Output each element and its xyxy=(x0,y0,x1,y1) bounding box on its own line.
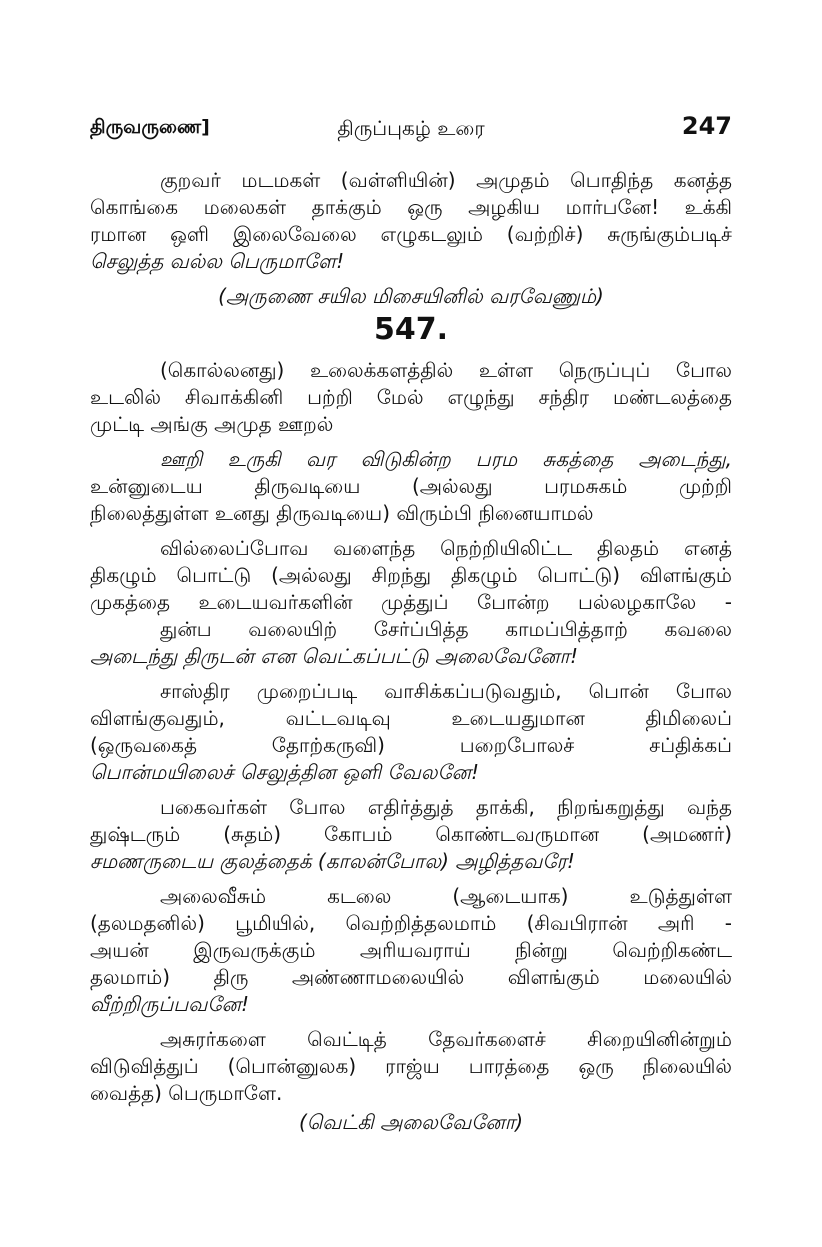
text-line: வீற்றிருப்பவனே! xyxy=(90,992,250,1016)
text-line: (ஒருவகைத் தோற்கருவி) பறைபோலச் சப்திக்கப் xyxy=(90,733,732,757)
text-line: முட்டி அங்கு அமுத ஊறல் xyxy=(90,412,334,436)
section-number: 547. xyxy=(373,312,449,347)
text-line: அடைந்து திருடன் என வெட்கப்பட்டு அலைவேனோ! xyxy=(90,644,579,668)
text-line: உன்னுடைய திருவடியை (அல்லது பரமசுகம் முற்றி xyxy=(90,474,732,498)
text-line: குறவர் மடமகள் (வள்ளியின்) அமுதம் பொதிந்த கனத்த xyxy=(160,168,732,192)
text-line: திகழும் பொட்டு (அல்லது சிறந்து திகழும் பொட்டு) விளங்கும் xyxy=(90,563,732,587)
text-line: வில்லைப்போவ வளைந்த நெற்றியிலிட்ட திலதம் எனத் xyxy=(160,536,732,560)
text-line: துஷ்டரும் (சுதம்) கோபம் கொண்டவருமான (அமணர்) xyxy=(90,822,732,846)
text-line: (கொல்லனது) உலைக்களத்தில் உள்ள நெருப்புப் போல xyxy=(160,358,732,382)
text-line: சமணருடைய குலத்தைக் (காலன்போல) அழித்தவரே! xyxy=(90,849,575,873)
text-line: தலமாம்) திரு அண்ணாமலையில் விளங்கும் மலையில் xyxy=(90,965,732,989)
text-line: (தலமதனில்) பூமியில், வெற்றித்தலமாம் (சிவபிரான் அரி - xyxy=(90,911,732,935)
text-line: துன்ப வலையிற் சேர்ப்பித்த காமப்பித்தாற் கவலை xyxy=(160,617,732,641)
text-line: ரமான ஒளி இலைவேலை எழுகடலும் (வற்றிச்) சுருங்கும்படிச் xyxy=(90,222,732,246)
text-line: முகத்தை உடையவர்களின் முத்துப் போன்ற பல்லழகாலே - xyxy=(90,590,732,614)
text-line: அலைவீசும் கடலை (ஆடையாக) உடுத்துள்ள xyxy=(160,884,732,908)
text-line: விடுவித்துப் (பொன்னுலக) ராஜ்ய பாரத்தை ஒரு நிலையில் xyxy=(90,1054,732,1078)
text-line: அயன் இருவருக்கும் அரியவராய் நின்று வெற்றிகண்ட xyxy=(90,938,732,962)
text-line: உடலில் சிவாக்கினி பற்றி மேல் எழுந்து சந்திர மண்டலத்தை xyxy=(90,385,732,409)
text-line: நிலைத்துள்ள உனது திருவடியை) விரும்பி நினையாமல் xyxy=(90,501,594,525)
page-header xyxy=(90,112,732,152)
page-number: 247 xyxy=(681,112,732,140)
text-line: செலுத்த வல்ல பெருமாளே! xyxy=(90,249,345,273)
header-center-title: திருப்புகழ் உரை xyxy=(337,116,485,140)
text-line: விளங்குவதும், வட்டவடிவு உடையதுமான திமிலைப் xyxy=(90,706,732,730)
text-line: வைத்த) பெருமாளே. xyxy=(90,1081,283,1105)
refrain-line: (அருணை சயில மிசையினில் வரவேணும்) xyxy=(218,284,604,308)
text-line: அசுரர்களை வெட்டித் தேவர்களைச் சிறையினின்றும் xyxy=(160,1027,732,1051)
refrain-line: (வெட்கி அலைவேனோ) xyxy=(298,1110,524,1134)
header-left-title: திருவருணை] xyxy=(90,116,210,138)
text-line: பகைவர்கள் போல எதிர்த்துத் தாக்கி, நிறங்கறுத்து வந்த xyxy=(160,795,732,819)
text-line: பொன்மயிலைச் செலுத்தின ஒளி வேலனே! xyxy=(90,760,480,784)
text-line: கொங்கை மலைகள் தாக்கும் ஒரு அழகிய மார்பனே! உக்கி xyxy=(90,195,732,219)
text-line: ஊறி உருகி வர விடுகின்ற பரம சுகத்தை அடைந்து, xyxy=(160,447,732,471)
text-line: சாஸ்திர முறைப்படி வாசிக்கப்படுவதும், பொன் போல xyxy=(160,679,732,703)
